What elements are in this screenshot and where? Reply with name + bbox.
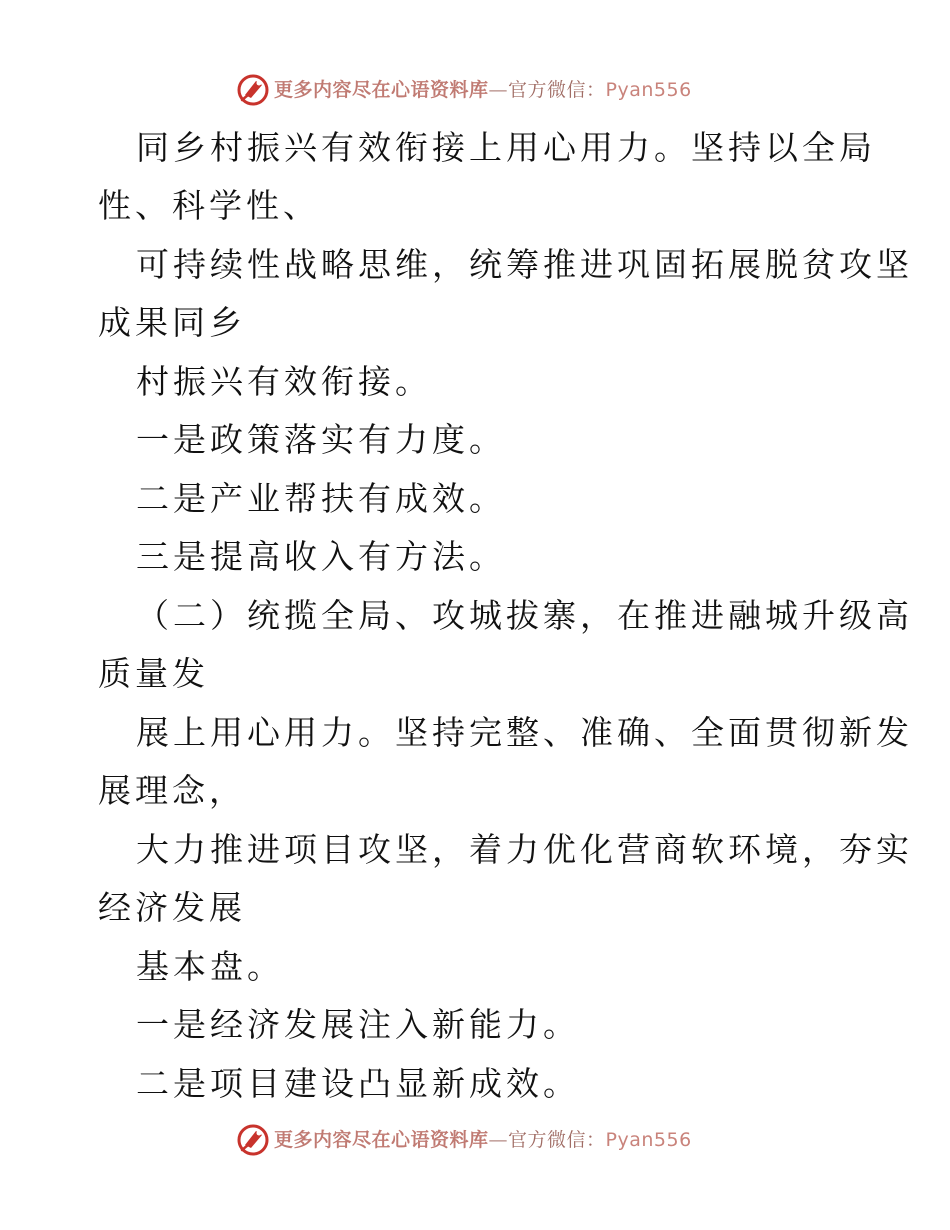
footer-wechat-id: Pyan556 [605, 1128, 692, 1151]
paragraph-line: 展上用心用力。坚持完整、准确、全面贯彻新发 [136, 713, 913, 752]
section-heading-line: （二）统揽全局、攻城拔寨，在推进融城升级高 [136, 596, 913, 635]
header-wechat-label: 官方微信： [508, 78, 606, 101]
footer-watermark [236, 1122, 692, 1158]
paragraph-line: 村振兴有效衔接。 [136, 362, 432, 401]
footer-site-text: 更多内容尽在心语资料库 [274, 1128, 489, 1151]
header-separator: — [488, 78, 509, 101]
footer-wechat-label: 官方微信： [508, 1128, 606, 1151]
paragraph-line: 性、科学性、 [98, 186, 320, 225]
paragraph-line: 展理念， [98, 771, 246, 810]
logo-icon [236, 1123, 270, 1157]
paragraph-line: 大力推进项目攻坚，着力优化营商软环境，夯实 [136, 830, 913, 869]
list-item: 一是政策落实有力度。 [136, 420, 506, 459]
header-site-text: 更多内容尽在心语资料库 [274, 78, 489, 101]
paragraph-line: 经济发展 [98, 888, 246, 927]
paragraph-line: 成果同乡 [98, 303, 246, 342]
paragraph-line: 基本盘。 [136, 947, 284, 986]
list-item: 一是经济发展注入新能力。 [136, 1005, 580, 1044]
list-item: 二是项目建设凸显新成效。 [136, 1064, 580, 1103]
header-wechat-id: Pyan556 [605, 78, 692, 101]
footer-watermark-text [274, 1128, 692, 1151]
section-heading-line: 质量发 [98, 654, 209, 693]
paragraph-line: 同乡村振兴有效衔接上用心用力。坚持以全局 [136, 128, 876, 167]
list-item: 三是提高收入有方法。 [136, 537, 506, 576]
footer-separator: — [488, 1128, 509, 1151]
paragraph-line: 可持续性战略思维，统筹推进巩固拓展脱贫攻坚 [136, 245, 913, 284]
list-item: 二是产业帮扶有成效。 [136, 479, 506, 518]
